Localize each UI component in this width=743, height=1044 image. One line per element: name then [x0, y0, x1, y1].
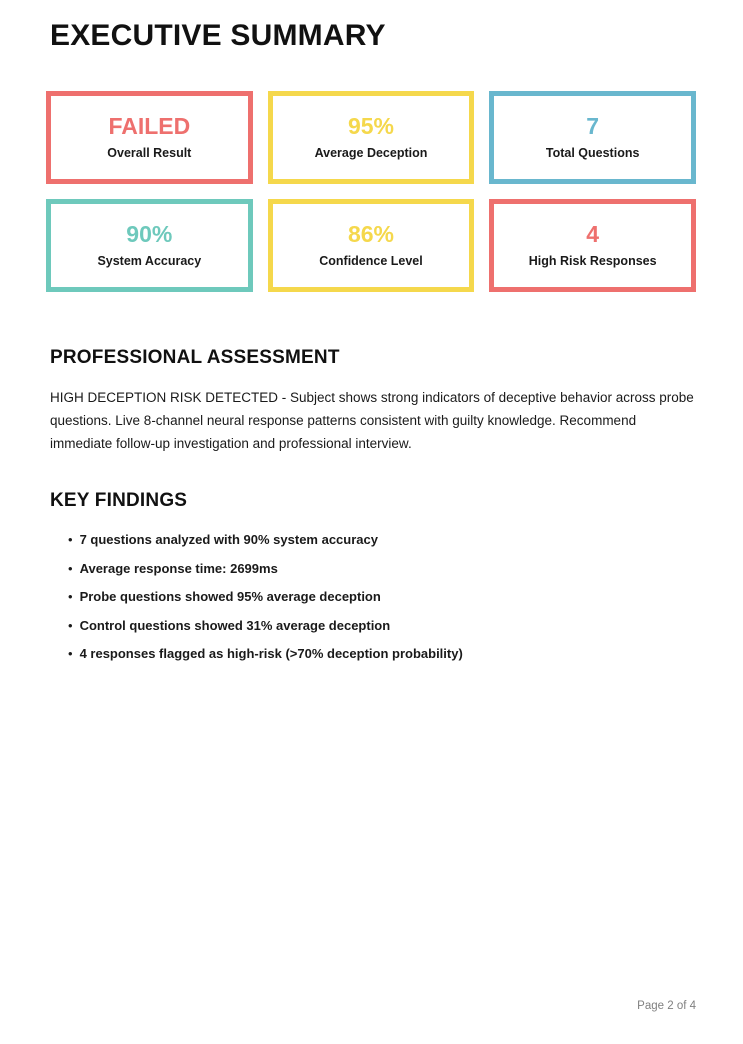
stat-card-total-questions	[489, 91, 696, 184]
finding-text: Probe questions showed 95% average deception	[79, 589, 381, 604]
list-item	[68, 532, 696, 548]
stat-card-average-deception	[268, 91, 475, 184]
bullet-icon: •	[68, 532, 73, 547]
stat-value: 90%	[126, 221, 173, 248]
stat-label: Confidence Level	[319, 254, 423, 269]
stat-card-confidence-level	[268, 199, 475, 292]
key-findings-list	[68, 532, 696, 662]
stat-label: High Risk Responses	[528, 254, 657, 269]
list-item	[68, 589, 696, 605]
stat-value: 7	[586, 113, 600, 140]
key-findings-heading: KEY FINDINGS	[50, 490, 188, 511]
assessment-heading: PROFESSIONAL ASSESSMENT	[50, 347, 340, 368]
stat-label: Total Questions	[545, 146, 640, 161]
page-number: Page 2 of 4	[637, 1000, 696, 1012]
stat-value: 86%	[347, 221, 395, 248]
list-item	[68, 646, 696, 662]
stat-label: Average Deception	[314, 146, 428, 161]
finding-text: 7 questions analyzed with 90% system accuracy	[79, 532, 378, 547]
assessment-body: HIGH DECEPTION RISK DETECTED - Subject shows strong indicators of deceptive behavior across probe questions. Live 8-channel neural response patterns consistent with guilty knowledge. Recommend immediate follow-up investigation and professional interview.	[50, 390, 694, 451]
stat-value: 95%	[347, 113, 395, 140]
stat-label: System Accuracy	[97, 254, 202, 269]
bullet-icon: •	[68, 589, 73, 604]
stat-card-overall-result	[46, 91, 253, 184]
stat-card-system-accuracy	[46, 199, 253, 292]
list-item	[68, 561, 696, 577]
bullet-icon: •	[68, 617, 73, 633]
finding-text: 4 responses flagged as high-risk (>70% deception probability)	[79, 646, 463, 661]
stat-card-grid	[46, 91, 696, 292]
stat-value: FAILED	[108, 113, 191, 140]
bullet-icon: •	[68, 646, 73, 661]
bullet-icon: •	[68, 560, 73, 576]
stat-card-high-risk-responses	[489, 199, 696, 292]
stat-label: Overall Result	[107, 146, 192, 161]
finding-text: Control questions showed 31% average deception	[79, 617, 391, 633]
finding-text: Average response time: 2699ms	[79, 560, 278, 576]
list-item	[68, 618, 696, 634]
page-title: EXECUTIVE SUMMARY	[50, 19, 386, 52]
stat-value: 4	[586, 221, 600, 248]
